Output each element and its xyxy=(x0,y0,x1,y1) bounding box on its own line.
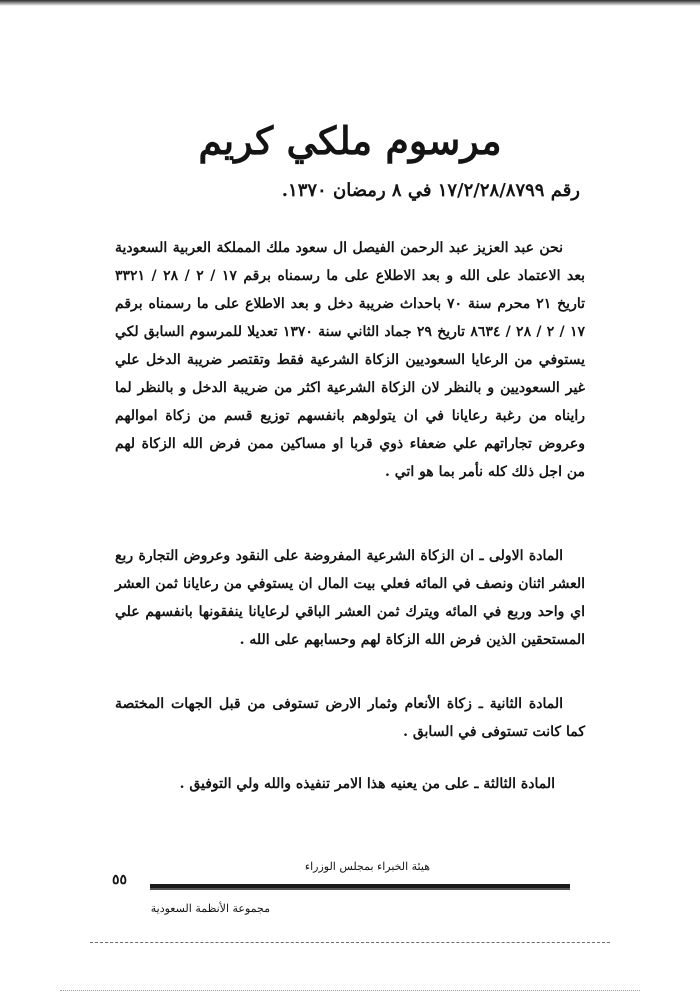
page-number: ٥٥ xyxy=(112,872,128,888)
scan-dotted-line-bottom xyxy=(60,990,640,991)
footer-organization: هيئة الخبراء بمجلس الوزراء xyxy=(304,860,430,873)
scan-dotted-line xyxy=(90,942,610,943)
article-one-paragraph xyxy=(115,542,585,654)
article-three-paragraph xyxy=(115,770,585,798)
article-three-text: المادة الثالثة ـ على من يعنيه هذا الامر تنفيذه والله ولي التوفيق . xyxy=(179,776,555,792)
decree-reference: رقم ١٧/٢/٢٨/٨٧٩٩ في ٨ رمضان ١٣٧٠. xyxy=(281,180,580,201)
preamble-text: نحن عبد العزيز عبد الرحمن الفيصل ال سعود ملك المملكة العربية السعودية بعد الاعتماد على الله و بعد الاطلاع على ما رسمناه برقم ١٧ / ٢ / ٢٨ / ٣٣٢١ تاريخ ٢١ محرم سنة ٧٠ باحداث ضريبة دخل و بعد الاطلاع على ما رسمناه برقم ١٧ / ٢ / ٢٨ / ٨٦٣٤ تاريخ ٢٩ جماد الثاني سنة ١٣٧٠ تعديلا للمرسوم السابق لكي يستوفي من الرعايا السعوديين الزكاة الشرعية فقط وتقتصر ضريبة الدخل علي غير السعوديين و بالنظر لان الزكاة الشرعية اكثر من ضريبة الدخل و بالنظر لما رايناه من رغبة رعايانا في ان يتولوهم بانفسهم توزيع قسم من زكاة اموالهم وعروض تجاراتهم علي ضعفاء ذوي قربا او مساكين ممن فرض الله الزكاة لهم من اجل ذلك كله نأمر بما هو اتي . xyxy=(115,240,586,480)
article-two-paragraph xyxy=(115,690,585,746)
article-two-text: المادة الثانية ـ زكاة الأنعام وثمار الارض تستوفى من قبل الجهات المختصة كما كانت تستوفى في السابق . xyxy=(115,696,585,740)
decree-title: مرسوم ملكي كريم xyxy=(198,118,502,163)
preamble-paragraph xyxy=(115,234,585,486)
article-one-text: المادة الاولى ـ ان الزكاة الشرعية المفروضة على النقود وعروض التجارة ربع العشر اثنان ونصف في المائه فعلي بيت المال ان يستوفي من رعايانا ثمن العشر اي واحد وربع في المائه ويترك ثمن العشر الباقي لرعايانا ينفقونها بانفسهم علي المستحقين الذين فرض الله الزكاة لهم وحسابهم على الله . xyxy=(115,548,585,648)
footer-divider xyxy=(150,884,570,890)
footer-publication: مجموعة الأنظمة السعودية xyxy=(150,902,270,915)
